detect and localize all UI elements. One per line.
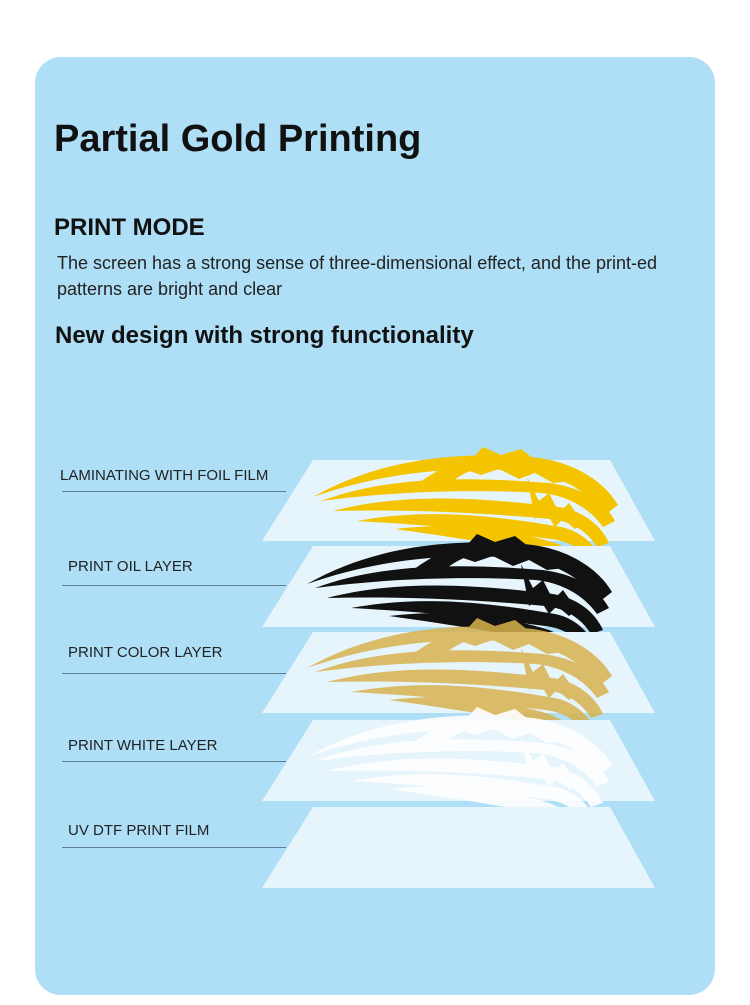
layer-label-white: PRINT WHITE LAYER [68, 737, 218, 754]
print-mode-heading: PRINT MODE [54, 214, 205, 241]
layer-label-color: PRINT COLOR LAYER [68, 644, 223, 661]
tagline: New design with strong functionality [55, 322, 474, 349]
page-title: Partial Gold Printing [54, 118, 422, 160]
layer-label-oil: PRINT OIL LAYER [68, 558, 193, 575]
description-text: The screen has a strong sense of three-dimensional effect, and the print-ed patterns are bright and clear [57, 253, 658, 299]
layer-label-film: UV DTF PRINT FILM [68, 822, 210, 839]
film-sheet-base [262, 807, 655, 888]
layer-label-foil: LAMINATING WITH FOIL FILM [60, 467, 269, 484]
